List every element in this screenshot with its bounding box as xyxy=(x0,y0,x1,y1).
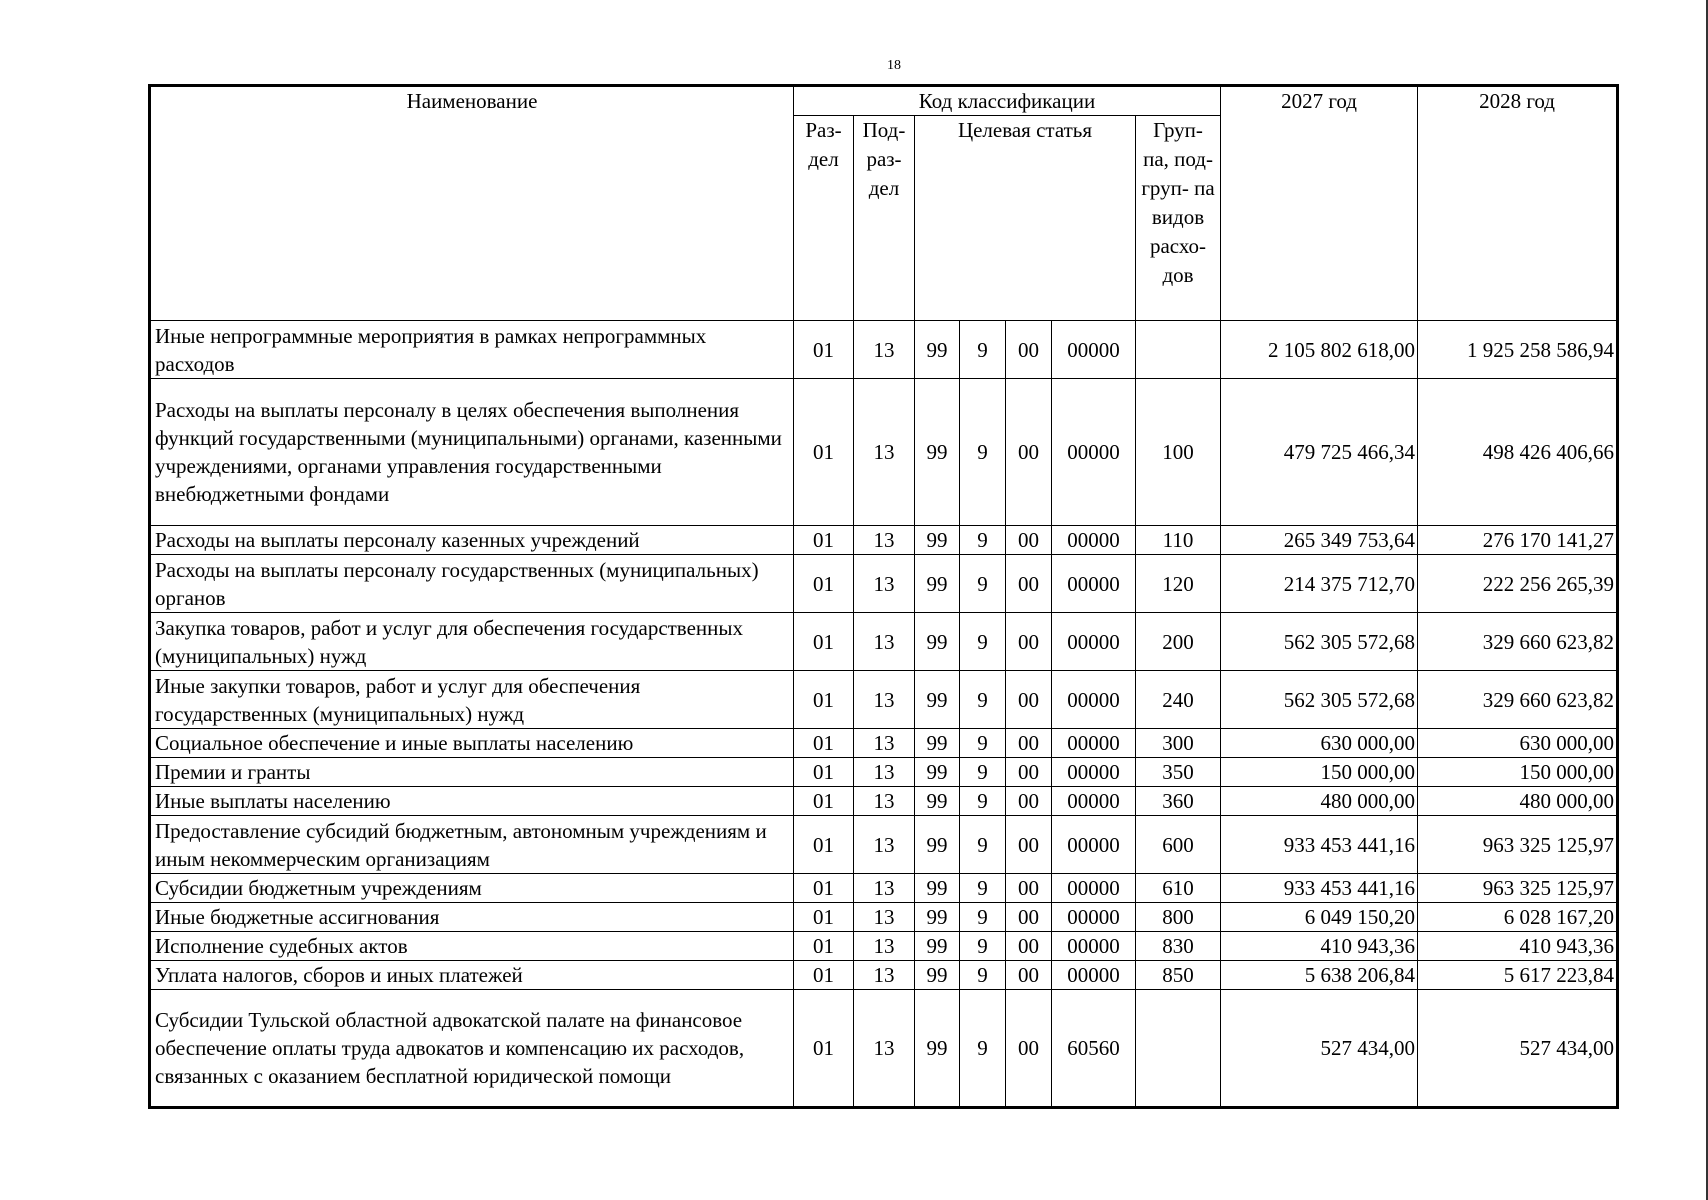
cell-target-subprogram: 9 xyxy=(960,874,1006,903)
cell-amount-2028: 1 925 258 586,94 xyxy=(1418,321,1618,379)
header-year-2027: 2027 год xyxy=(1221,86,1418,321)
cell-amount-2027: 6 049 150,20 xyxy=(1221,903,1418,932)
cell-target-subprogram: 9 xyxy=(960,816,1006,874)
page-number: 18 xyxy=(887,58,901,73)
cell-name: Социальное обеспечение и иные выплаты населению xyxy=(150,729,794,758)
cell-amount-2027: 933 453 441,16 xyxy=(1221,816,1418,874)
cell-target-subprogram: 9 xyxy=(960,671,1006,729)
cell-target-main-event: 00 xyxy=(1006,613,1052,671)
cell-expense-group: 110 xyxy=(1136,526,1221,555)
cell-target-program: 99 xyxy=(915,816,960,874)
cell-name: Иные выплаты населению xyxy=(150,787,794,816)
table-row xyxy=(150,379,1618,526)
cell-expense-group: 360 xyxy=(1136,787,1221,816)
cell-target-subprogram: 9 xyxy=(960,787,1006,816)
cell-target-program: 99 xyxy=(915,526,960,555)
cell-name: Расходы на выплаты персоналу казенных учреждений xyxy=(150,526,794,555)
cell-target-direction: 00000 xyxy=(1052,555,1136,613)
cell-razdel: 01 xyxy=(794,526,854,555)
cell-target-subprogram: 9 xyxy=(960,613,1006,671)
cell-amount-2028: 150 000,00 xyxy=(1418,758,1618,787)
cell-amount-2028: 276 170 141,27 xyxy=(1418,526,1618,555)
table-row xyxy=(150,961,1618,990)
cell-amount-2027: 933 453 441,16 xyxy=(1221,874,1418,903)
cell-target-direction: 00000 xyxy=(1052,874,1136,903)
cell-podrazdel: 13 xyxy=(854,526,915,555)
cell-name: Иные закупки товаров, работ и услуг для обеспечения государственных (муниципальных) нужд xyxy=(150,671,794,729)
table-row xyxy=(150,903,1618,932)
cell-amount-2027: 2 105 802 618,00 xyxy=(1221,321,1418,379)
cell-podrazdel: 13 xyxy=(854,816,915,874)
cell-amount-2027: 480 000,00 xyxy=(1221,787,1418,816)
cell-razdel: 01 xyxy=(794,758,854,787)
cell-amount-2027: 410 943,36 xyxy=(1221,932,1418,961)
cell-name: Уплата налогов, сборов и иных платежей xyxy=(150,961,794,990)
table-row xyxy=(150,932,1618,961)
cell-expense-group: 240 xyxy=(1136,671,1221,729)
budget-table xyxy=(148,84,1619,1109)
cell-target-main-event: 00 xyxy=(1006,874,1052,903)
cell-target-program: 99 xyxy=(915,321,960,379)
table-row xyxy=(150,874,1618,903)
cell-target-program: 99 xyxy=(915,555,960,613)
cell-target-direction: 00000 xyxy=(1052,671,1136,729)
cell-name: Закупка товаров, работ и услуг для обеспечения государственных (муниципальных) нужд xyxy=(150,613,794,671)
table-row xyxy=(150,321,1618,379)
cell-podrazdel: 13 xyxy=(854,613,915,671)
cell-name: Предоставление субсидий бюджетным, автономным учреждениям и иным некоммерческим организациям xyxy=(150,816,794,874)
cell-expense-group: 600 xyxy=(1136,816,1221,874)
cell-target-program: 99 xyxy=(915,903,960,932)
cell-razdel: 01 xyxy=(794,613,854,671)
header-year-2028: 2028 год xyxy=(1418,86,1618,321)
cell-expense-group: 830 xyxy=(1136,932,1221,961)
cell-target-direction: 00000 xyxy=(1052,526,1136,555)
cell-razdel: 01 xyxy=(794,671,854,729)
cell-amount-2028: 329 660 623,82 xyxy=(1418,671,1618,729)
cell-target-main-event: 00 xyxy=(1006,671,1052,729)
cell-podrazdel: 13 xyxy=(854,729,915,758)
cell-podrazdel: 13 xyxy=(854,321,915,379)
cell-target-subprogram: 9 xyxy=(960,990,1006,1108)
cell-target-direction: 00000 xyxy=(1052,613,1136,671)
cell-target-main-event: 00 xyxy=(1006,903,1052,932)
cell-target-program: 99 xyxy=(915,932,960,961)
cell-target-main-event: 00 xyxy=(1006,961,1052,990)
cell-target-subprogram: 9 xyxy=(960,555,1006,613)
cell-target-direction: 00000 xyxy=(1052,787,1136,816)
table-row xyxy=(150,990,1618,1108)
cell-name: Субсидии Тульской областной адвокатской палате на финансовое обеспечение оплаты труда адвокатов и компенсацию их расходов, связанных с оказанием бесплатной юридической помощи xyxy=(150,990,794,1108)
table-row xyxy=(150,613,1618,671)
cell-podrazdel: 13 xyxy=(854,787,915,816)
cell-amount-2027: 527 434,00 xyxy=(1221,990,1418,1108)
cell-name: Иные непрограммные мероприятия в рамках непрограммных расходов xyxy=(150,321,794,379)
cell-name: Исполнение судебных актов xyxy=(150,932,794,961)
header-name: Наименование xyxy=(150,86,794,321)
cell-target-subprogram: 9 xyxy=(960,526,1006,555)
cell-amount-2028: 222 256 265,39 xyxy=(1418,555,1618,613)
cell-target-program: 99 xyxy=(915,729,960,758)
cell-razdel: 01 xyxy=(794,961,854,990)
cell-name: Расходы на выплаты персоналу в целях обеспечения выполнения функций государственными (муниципальными) органами, казенными учреждениями, органами управления государственными внебюджетными фондами xyxy=(150,379,794,526)
table-row xyxy=(150,555,1618,613)
cell-podrazdel: 13 xyxy=(854,961,915,990)
cell-target-main-event: 00 xyxy=(1006,758,1052,787)
cell-target-subprogram: 9 xyxy=(960,961,1006,990)
cell-expense-group: 100 xyxy=(1136,379,1221,526)
cell-target-program: 99 xyxy=(915,990,960,1108)
cell-podrazdel: 13 xyxy=(854,379,915,526)
cell-amount-2028: 630 000,00 xyxy=(1418,729,1618,758)
cell-target-main-event: 00 xyxy=(1006,932,1052,961)
cell-expense-group: 350 xyxy=(1136,758,1221,787)
cell-podrazdel: 13 xyxy=(854,758,915,787)
cell-razdel: 01 xyxy=(794,874,854,903)
header-expense-group: Груп- па, под- груп- па видов расхо- дов xyxy=(1136,116,1221,321)
cell-amount-2028: 6 028 167,20 xyxy=(1418,903,1618,932)
cell-amount-2027: 265 349 753,64 xyxy=(1221,526,1418,555)
cell-amount-2027: 630 000,00 xyxy=(1221,729,1418,758)
cell-target-direction: 00000 xyxy=(1052,932,1136,961)
cell-target-subprogram: 9 xyxy=(960,729,1006,758)
cell-expense-group: 200 xyxy=(1136,613,1221,671)
cell-target-subprogram: 9 xyxy=(960,903,1006,932)
table-row xyxy=(150,526,1618,555)
header-target-article: Целевая статья xyxy=(915,116,1136,321)
cell-podrazdel: 13 xyxy=(854,903,915,932)
cell-target-main-event: 00 xyxy=(1006,526,1052,555)
cell-expense-group: 120 xyxy=(1136,555,1221,613)
cell-razdel: 01 xyxy=(794,729,854,758)
cell-target-direction: 00000 xyxy=(1052,961,1136,990)
cell-target-main-event: 00 xyxy=(1006,816,1052,874)
cell-amount-2027: 150 000,00 xyxy=(1221,758,1418,787)
cell-razdel: 01 xyxy=(794,816,854,874)
cell-target-subprogram: 9 xyxy=(960,758,1006,787)
cell-name: Субсидии бюджетным учреждениям xyxy=(150,874,794,903)
cell-target-program: 99 xyxy=(915,671,960,729)
cell-amount-2027: 562 305 572,68 xyxy=(1221,613,1418,671)
cell-podrazdel: 13 xyxy=(854,874,915,903)
cell-target-main-event: 00 xyxy=(1006,990,1052,1108)
cell-podrazdel: 13 xyxy=(854,671,915,729)
cell-razdel: 01 xyxy=(794,787,854,816)
cell-expense-group xyxy=(1136,321,1221,379)
cell-podrazdel: 13 xyxy=(854,932,915,961)
cell-expense-group: 850 xyxy=(1136,961,1221,990)
cell-name: Расходы на выплаты персоналу государственных (муниципальных) органов xyxy=(150,555,794,613)
cell-target-program: 99 xyxy=(915,758,960,787)
cell-razdel: 01 xyxy=(794,932,854,961)
cell-target-subprogram: 9 xyxy=(960,321,1006,379)
cell-amount-2027: 562 305 572,68 xyxy=(1221,671,1418,729)
cell-target-main-event: 00 xyxy=(1006,555,1052,613)
cell-amount-2028: 527 434,00 xyxy=(1418,990,1618,1108)
cell-target-program: 99 xyxy=(915,787,960,816)
cell-target-main-event: 00 xyxy=(1006,729,1052,758)
cell-expense-group: 800 xyxy=(1136,903,1221,932)
cell-razdel: 01 xyxy=(794,379,854,526)
table-body xyxy=(150,321,1618,1108)
cell-razdel: 01 xyxy=(794,990,854,1108)
cell-podrazdel: 13 xyxy=(854,555,915,613)
cell-amount-2028: 498 426 406,66 xyxy=(1418,379,1618,526)
cell-razdel: 01 xyxy=(794,321,854,379)
cell-target-subprogram: 9 xyxy=(960,379,1006,526)
table-row xyxy=(150,816,1618,874)
cell-amount-2028: 329 660 623,82 xyxy=(1418,613,1618,671)
cell-amount-2028: 5 617 223,84 xyxy=(1418,961,1618,990)
cell-target-direction: 00000 xyxy=(1052,379,1136,526)
cell-amount-2028: 410 943,36 xyxy=(1418,932,1618,961)
cell-expense-group: 300 xyxy=(1136,729,1221,758)
cell-target-direction: 00000 xyxy=(1052,903,1136,932)
header-classification: Код классификации xyxy=(794,86,1221,116)
table-row xyxy=(150,787,1618,816)
cell-target-program: 99 xyxy=(915,613,960,671)
cell-target-direction: 00000 xyxy=(1052,321,1136,379)
cell-expense-group: 610 xyxy=(1136,874,1221,903)
cell-name: Премии и гранты xyxy=(150,758,794,787)
table-row xyxy=(150,671,1618,729)
cell-name: Иные бюджетные ассигнования xyxy=(150,903,794,932)
cell-target-direction: 00000 xyxy=(1052,816,1136,874)
cell-podrazdel: 13 xyxy=(854,990,915,1108)
cell-amount-2027: 5 638 206,84 xyxy=(1221,961,1418,990)
cell-amount-2028: 480 000,00 xyxy=(1418,787,1618,816)
cell-amount-2028: 963 325 125,97 xyxy=(1418,816,1618,874)
cell-target-program: 99 xyxy=(915,874,960,903)
cell-expense-group xyxy=(1136,990,1221,1108)
header-razdel: Раз- дел xyxy=(794,116,854,321)
cell-target-direction: 60560 xyxy=(1052,990,1136,1108)
cell-target-direction: 00000 xyxy=(1052,758,1136,787)
cell-amount-2027: 479 725 466,34 xyxy=(1221,379,1418,526)
table-row xyxy=(150,758,1618,787)
cell-target-main-event: 00 xyxy=(1006,787,1052,816)
cell-amount-2028: 963 325 125,97 xyxy=(1418,874,1618,903)
cell-target-main-event: 00 xyxy=(1006,321,1052,379)
cell-amount-2027: 214 375 712,70 xyxy=(1221,555,1418,613)
cell-target-subprogram: 9 xyxy=(960,932,1006,961)
cell-razdel: 01 xyxy=(794,903,854,932)
cell-target-main-event: 00 xyxy=(1006,379,1052,526)
cell-razdel: 01 xyxy=(794,555,854,613)
header-podrazdel: Под- раз- дел xyxy=(854,116,915,321)
cell-target-program: 99 xyxy=(915,961,960,990)
cell-target-program: 99 xyxy=(915,379,960,526)
cell-target-direction: 00000 xyxy=(1052,729,1136,758)
table-row xyxy=(150,729,1618,758)
